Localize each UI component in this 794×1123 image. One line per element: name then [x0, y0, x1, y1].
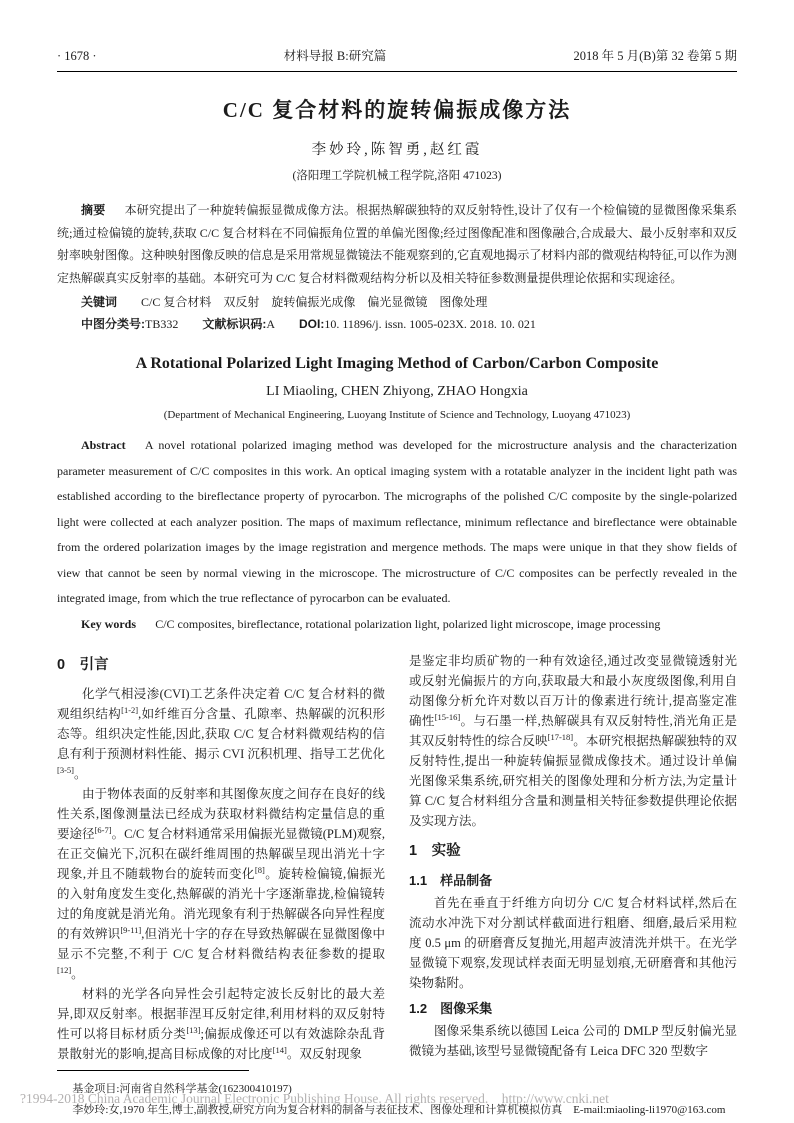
body-paragraph: 是鉴定非均质矿物的一种有效途径,通过改变显微镜透射光或反射光偏振片的方向,获取最大和最小灰度级图像,利用自动图像分析允许对数以百万计的像素进行统计,提高鉴定准确性[15-16]。与石墨一样,热解碳具有双反射特性,消光角正是其双反射特性的综合反映[17-18]。本研究根据热解碳独特的双反射特性,提出一种旋转偏振显微成像技术。通过设计单偏光图像采集系统,研究相关的图像处理和分析方法,为定量计算 C/C 复合材料组分含量和测量相关特征参数提供理论依据及实现方法。: [409, 653, 737, 828]
body-paragraph: 化学气相浸渗(CVI)工艺条件决定着 C/C 复合材料的微观组织结构[1-2],如纤维百分含量、孔隙率、热解碳的沉积形态等。组织决定性能,因此,获取 C/C 复合材料微观结构的信息有利于预测材料性能、揭示 CVI 沉积机理、指导工艺优化[3-5]。: [57, 686, 385, 781]
authors-cn: 李妙玲,陈智勇,赵红霞: [311, 142, 483, 158]
affiliation-cn: (洛阳理工学院机械工程学院,洛阳 471023): [292, 170, 502, 182]
clc-label: 中图分类号:: [81, 317, 145, 331]
citation-ref: [17-18]: [547, 731, 574, 742]
body-paragraph: 图像采集系统以德国 Leica 公司的 DMLP 型反射偏光显微镜为基础,该型号显微镜配备有 Leica DFC 320 型数字: [409, 1023, 737, 1058]
citation-ref: [6-7]: [94, 824, 112, 835]
abstract-en: [57, 433, 737, 612]
body-paragraph: 由于物体表面的反射率和其图像灰度之间存在良好的线性关系,图像测量法已经成为获取材料微结构定量信息的重要途径[6-7]。C/C 复合材料通常采用偏振光显微镜(PLM)观察,在正交偏光下,沉积在碳纤维周围的热解碳呈现出消光十字现象,并且不随载物台的旋转而变化[8]。旋转检偏镜,偏振光的入射角度发生变化,热解碳的消光十字逐渐靠拢,检偏镜转过的角度就是消光角。消光现象有利于热解碳各向异性程度的有效辨识[9-11],但消光十字的存在导致热解碳在显微图像中显示不完整,不利于 C/C 复合材料微结构表征参数的提取[12]。: [57, 786, 385, 981]
abstract-label-cn: 摘要: [81, 203, 106, 217]
keywords-text-cn: C/C 复合材料 双反射 旋转偏振光成像 偏光显微镜 图像处理: [141, 295, 488, 309]
article-title-cn: C/C 复合材料的旋转偏振成像方法: [222, 98, 572, 122]
citation-ref: [12]: [57, 964, 72, 975]
affiliation-en: (Department of Mechanical Engineering, Luoyang Institute of Science and Technology, Luoyang 471023): [163, 409, 631, 421]
clc-value: TB332: [145, 317, 179, 331]
citation-ref: [15-16]: [434, 711, 461, 722]
doi-value: 10. 11896/j. issn. 1005-023X. 2018. 10. 021: [324, 317, 536, 331]
abstract-label-en: Abstract: [81, 438, 126, 452]
right-column: [409, 651, 737, 1064]
left-column: [57, 651, 385, 1064]
citation-ref: [14]: [272, 1044, 287, 1055]
doc-code-value: A: [266, 317, 276, 331]
abstract-cn: [57, 199, 737, 289]
section-heading: 1.2 图像采集: [409, 1000, 493, 1016]
meta-line: [57, 313, 737, 335]
citation-ref: [8]: [254, 864, 265, 875]
authors-en: LI Miaoling, CHEN Zhiyong, ZHAO Hongxia: [266, 384, 528, 399]
abstract-text-en: A novel rotational polarized imaging method was developed for the microstructure analysis and the characterization parameter measurement of C/C composites in this work. An optical imaging system with a rotatable analyzer in the incident light path was established according to the bireflectance property of pyrocarbon. The micrographs of the polished C/C composite by the single-polarized light were collected at each analyzer position. The maps of maximum reflectance, minimum reflectance and bireflectance were obtainable from the ordered polarization images by the image registration and mergence methods. The maps were unique in that they show fields of view that cannot be seen by normal viewing in the microscope. The microstructure of C/C composites can be perfectly revealed in the integrated image, from which the true reflectance of pyrocarbon can be evaluated.: [57, 438, 737, 605]
page-footer: ?1994-2018 China Academic Journal Electronic Publishing House. All rights reserved. http://www.cnki.net: [20, 1091, 609, 1106]
footnote-paragraph: 李妙玲:女,1970 年生,博士,副教授,研究方向为复合材料的制备与表征技术、图像处理和计算机模拟仿真 E-mail:miaoling-li1970@163.com: [72, 1104, 726, 1116]
citation-ref: [13]: [186, 1024, 201, 1035]
keywords-en: [57, 612, 737, 637]
doc-code-label: 文献标识码:: [202, 317, 267, 331]
keywords-text-en: C/C composites, bireflectance, rotational polarization light, polarized light microscope, image processing: [155, 616, 661, 631]
article-title-en: A Rotational Polarized Light Imaging Method of Carbon/Carbon Composite: [135, 355, 659, 372]
running-head: [57, 46, 737, 64]
header-rule: [57, 71, 737, 72]
citation-ref: [9-11]: [120, 924, 142, 935]
keywords-label-en: Key words: [81, 616, 136, 631]
citation-ref: [1-2]: [121, 704, 139, 715]
keywords-label-cn: 关键词: [81, 295, 118, 309]
doi-label: DOI:: [299, 317, 325, 331]
body-paragraph: 材料的光学各向异性会引起特定波长反射比的最大差异,即双反射率。根据菲涅耳反射定律,利用材料的双反射特性可以将目标材质分类[13];偏振成像还可以有效滤除杂乱背景散射光的影响,提高目标成像的对比度[14]。双反射现象: [57, 986, 385, 1061]
section-heading: 0 引言: [57, 656, 109, 673]
issue-info: 2018 年 5 月(B)第 32 卷第 5 期: [573, 49, 737, 63]
keywords-cn: [57, 291, 737, 313]
abstract-text-cn: 本研究提出了一种旋转偏振显微成像方法。根据热解碳独特的双反射特性,设计了仅有一个检偏镜的显微图像采集系统;通过检偏镜的旋转,获取 C/C 复合材料在不同偏振角位置的单偏光图像;经过图像配准和图像融合,合成最大、最小反射率和双反射率映射图像。这种映射图像反映的信息是采用常规显微镜法不能观察到的,它直观地揭示了材料内部的微观结构特征,可以作为测定热解碳真实反射率的基础。本研究可为 C/C 复合材料微观结构分析以及相关特征参数测量提供理论依据和实现途径。: [57, 203, 737, 285]
two-column-body: [57, 651, 737, 1064]
page-number: · 1678 ·: [57, 49, 97, 63]
citation-ref: [3-5]: [57, 764, 74, 775]
footnote-paragraph: 基金项目:河南省自然科学基金(162300410197): [72, 1082, 292, 1095]
section-heading: 1.1 样品制备: [409, 872, 493, 888]
footnote-rule: [57, 1070, 249, 1071]
body-paragraph: 首先在垂直于纤维方向切分 C/C 复合材料试样,然后在流动水冲洗下对分割试样截面进行粗磨、细磨,最后采用粒度 0.5 μm 的研磨膏反复抛光,用超声波清洗并烘干。在光学显微镜下观察,发现试样表面无明显划痕,无研磨膏和其他污染物黏附。: [409, 895, 737, 990]
section-heading: 1 实验: [409, 842, 461, 859]
journal-name: 材料导报 B:研究篇: [283, 49, 387, 63]
